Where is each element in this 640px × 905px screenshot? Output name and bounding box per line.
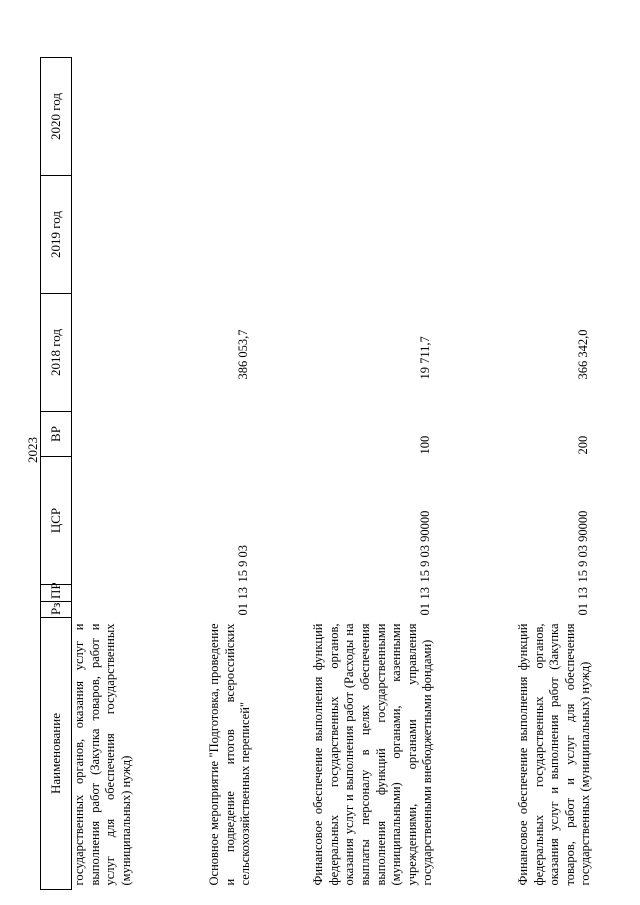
- table-header-row: [41, 58, 72, 890]
- row-vr: [72, 412, 161, 457]
- row-name: Финансовое обеспечение выполнения функций федеральных государственных органов, оказания услуг и выполнения работ (Закупка товаров, работ и услуг для обеспечения государственных (муниципальных) нужд): [516, 623, 593, 886]
- row-pr: [72, 585, 161, 602]
- row-pr: 13: [418, 587, 433, 600]
- row-csr: [72, 457, 161, 585]
- budget-table: [40, 57, 594, 890]
- row-2018: 19 711,7: [418, 336, 433, 380]
- row-rz: 01: [236, 603, 251, 616]
- row-2019: [160, 176, 254, 294]
- row-2018: [72, 294, 161, 412]
- row-2018: 386 053,7: [236, 329, 251, 380]
- row-pr: 13: [576, 587, 591, 600]
- header-2018: 2018 год: [41, 294, 72, 412]
- header-vr: ВР: [41, 412, 72, 457]
- page-number: 2023: [25, 437, 40, 463]
- row-2018: 366 342,0: [576, 329, 591, 380]
- row-name: государственных органов, оказания услуг и выполнения работ (Закупка товаров, работ и услуг для обеспечения государственных (муниципальных) нужд): [72, 623, 133, 886]
- row-csr: 15 9 03 90000: [576, 510, 591, 583]
- row-2019: [254, 176, 436, 294]
- row-2019: [436, 176, 594, 294]
- row-pr: 13: [236, 587, 251, 600]
- header-csr: ЦСР: [41, 457, 72, 585]
- row-csr: 15 9 03: [236, 545, 251, 583]
- row-rz: 01: [418, 603, 433, 616]
- row-rz: 01: [576, 603, 591, 616]
- header-2019: 2019 год: [41, 176, 72, 294]
- row-2019: [72, 176, 161, 294]
- row-vr: 100: [418, 435, 433, 455]
- header-rz: Рз: [41, 602, 72, 618]
- table-row: [72, 58, 161, 890]
- header-2020: 2020 год: [41, 58, 72, 176]
- table-row: [160, 58, 254, 890]
- row-2020: [436, 58, 594, 176]
- budget-table-page: [40, 60, 600, 890]
- row-name: Финансовое обеспечение выполнения функций федеральных государственных органов, оказания услуг и выполнения работ (Расходы на выплаты персоналу в целях обеспечения выполнения функций государственными (муниципальными) органами, казенными учреждениями, органами управления государственными внебюджетными фондами): [311, 623, 435, 886]
- row-name: Основное мероприятие "Подготовка, проведение и подведение итогов всероссийских сельскохозяйственных переписей": [207, 623, 253, 886]
- row-2020: [254, 58, 436, 176]
- row-vr: [160, 412, 254, 457]
- row-2020: [160, 58, 254, 176]
- row-csr: 15 9 03 90000: [418, 510, 433, 583]
- header-pr: ПР: [41, 585, 72, 602]
- header-name: Наименование: [41, 618, 72, 890]
- table-row: [436, 58, 594, 890]
- row-2020: [72, 58, 161, 176]
- row-vr: 200: [576, 435, 591, 455]
- table-row: [254, 58, 436, 890]
- row-rz: [72, 602, 161, 618]
